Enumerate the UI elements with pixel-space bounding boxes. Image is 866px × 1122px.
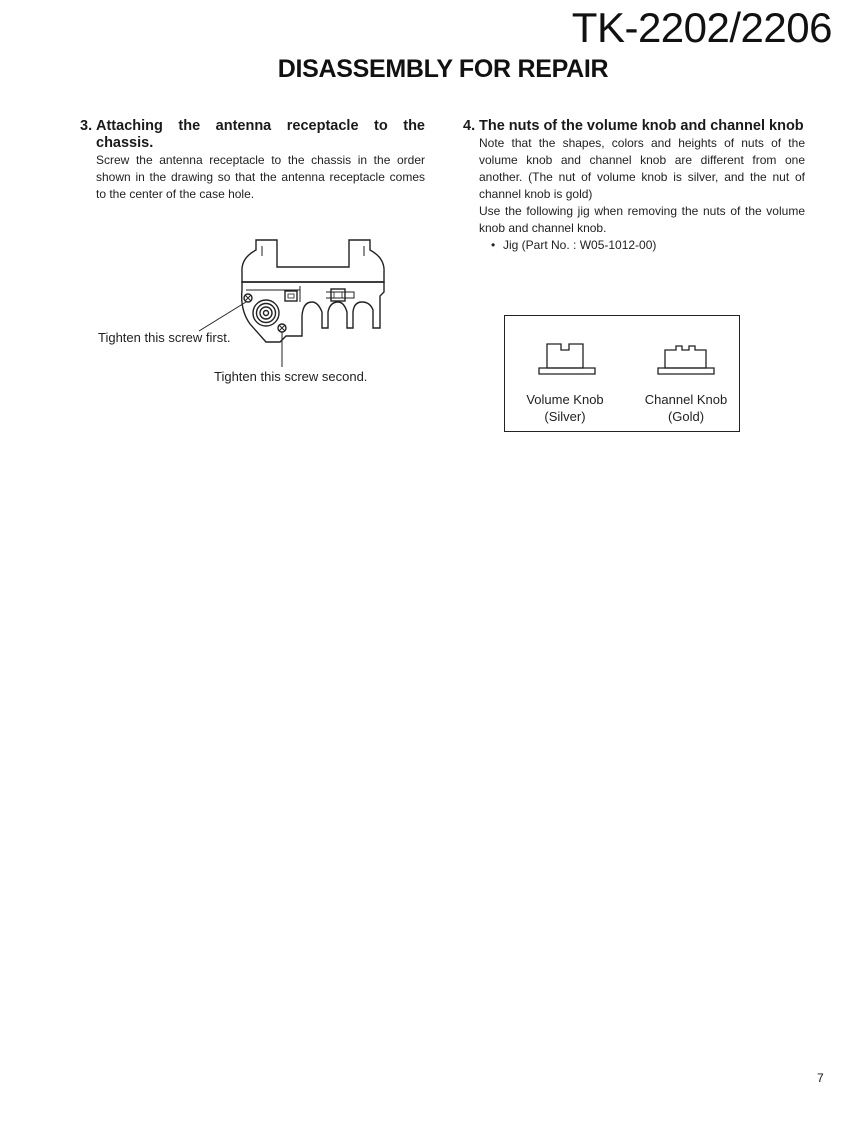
leader-line-first (199, 302, 246, 331)
channel-knob-color: (Gold) (667, 409, 705, 424)
bullet-dot: • (491, 238, 496, 252)
square-hole (331, 289, 345, 301)
page-number: 7 (817, 1071, 824, 1085)
jig-part-number: Jig (Part No. : W05-1012-00) (503, 238, 657, 252)
caption-first-screw: Tighten this screw first. (98, 330, 231, 345)
model-number: TK-2202/2206 (571, 4, 832, 51)
channel-knob-label: Channel Knob (644, 392, 728, 407)
step-4-title: The nuts of the volume knob and channel knob (479, 118, 804, 134)
volume-knob-color: (Silver) (544, 409, 586, 424)
volume-knob-label: Volume Knob (526, 392, 604, 407)
antenna-receptacle (253, 300, 279, 326)
step-4-body-2: Use the following jig when removing the nuts of the volume knob and channel knob. (479, 204, 805, 235)
step-4-heading (463, 118, 805, 135)
channel-knob-nut-icon (656, 338, 716, 378)
step-3-title: Attaching the antenna receptacle to the chassis. (96, 118, 425, 151)
volume-knob-nut-icon (537, 338, 597, 378)
step-4-body-1: Note that the shapes, colors and heights of nuts of the volume knob and channel knob are different from one another. (The nut of volume knob is silver, and the nut of channel knob is gold) (479, 136, 805, 201)
knob-nuts-figure (504, 315, 740, 432)
step-3-number: 3. (80, 118, 93, 134)
step-4-number: 4. (463, 118, 476, 134)
step-3-body: Screw the antenna receptacle to the chassis in the order shown in the drawing so that the antenna receptacle comes to the center of the case hole. (96, 153, 425, 201)
step-4-section (463, 118, 805, 254)
volume-knob-caption (510, 391, 620, 425)
screw-second (278, 324, 286, 332)
square-hole (285, 291, 297, 301)
section-title: DISASSEMBLY FOR REPAIR (277, 55, 609, 83)
screw-first (244, 294, 252, 302)
caption-second-screw: Tighten this screw second. (214, 369, 368, 384)
jig-bullet (491, 237, 805, 254)
case-outline (242, 240, 384, 282)
channel-knob-caption (631, 391, 741, 425)
